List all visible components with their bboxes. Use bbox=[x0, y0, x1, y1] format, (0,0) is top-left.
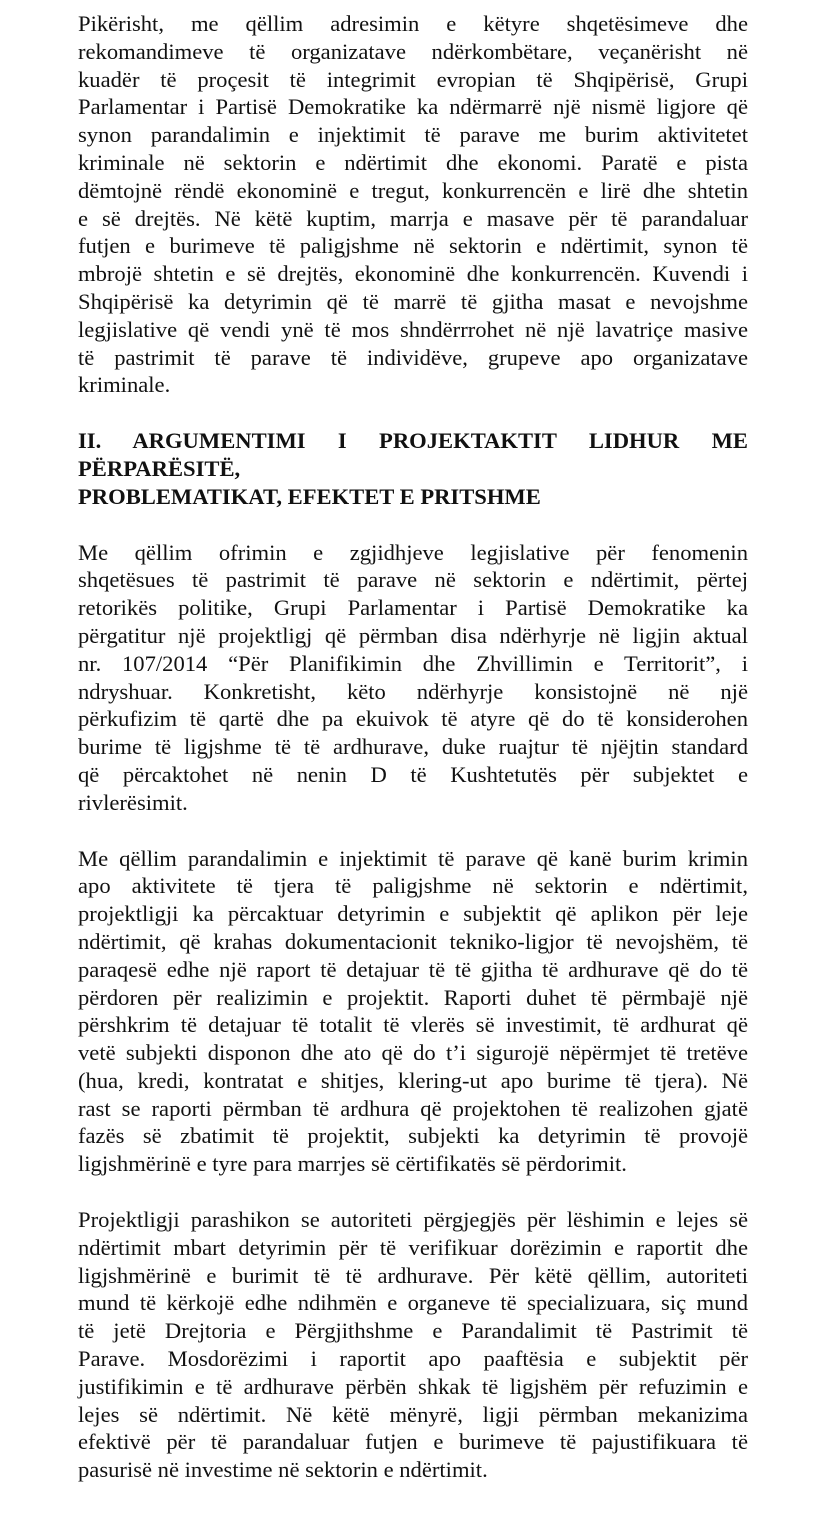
paragraph-report-obligation bbox=[78, 845, 748, 1179]
text-line: Parave. Mosdorëzimi i raportit apo paaftësia e subjektit për bbox=[78, 1346, 748, 1372]
text-line: ndryshuar. Konkretisht, këto ndërhyrje konsistojnë në një bbox=[78, 678, 748, 704]
text-line: paraqesë edhe një raport të detajuar të të gjitha të ardhurave që do të bbox=[78, 956, 748, 982]
text-line: rast se raporti përmban të ardhura që projektohen të realizohen gjatë bbox=[78, 1095, 748, 1121]
heading-line: II. ARGUMENTIMI I PROJEKTAKTIT LIDHUR ME bbox=[78, 428, 748, 454]
text-line: vetë subjekti disponon dhe ato që do t’i sigurojë nëpërmjet të tretëve bbox=[78, 1040, 748, 1066]
text-line: përkufizim të qartë dhe pa ekuivok të atyre që do të konsiderohen bbox=[78, 706, 748, 732]
text-line: që përcaktohet në nenin D të Kushtetutës për subjektet e bbox=[78, 761, 748, 787]
paragraph-spacer bbox=[78, 1178, 748, 1206]
text-line: përgatitur një projektligj që përmban disa ndërhyrje në ligjin aktual bbox=[78, 622, 748, 648]
text-line: të pastrimit të parave të individëve, grupeve apo organizatave bbox=[78, 344, 748, 370]
text-line: ndërtimit mbart detyrimin për të verifikuar dorëzimin e raportit dhe bbox=[78, 1234, 748, 1260]
text-line: ligjshmërinë e tyre para marrjes së cërtifikatës së përdorimit. bbox=[78, 1151, 627, 1177]
text-line: justifikimin e të ardhurave përbën shkak të ligjshëm për refuzimin e bbox=[78, 1373, 748, 1399]
text-line: mund të kërkojë edhe ndihmën e organeve të specializuara, siç mund bbox=[78, 1290, 748, 1316]
text-line: Projektligji parashikon se autoriteti përgjegjës për lëshimin e lejes së bbox=[78, 1207, 748, 1233]
text-line: futjen e burimeve të paligjshme në sektorin e ndërtimit, synon të bbox=[78, 233, 748, 259]
text-line: ndërtimit, që krahas dokumentacionit tekniko-ligjor të nevojshëm, të bbox=[78, 928, 748, 954]
paragraph-spacer bbox=[78, 399, 748, 427]
text-line: retorikës politike, Grupi Parlamentar i Partisë Demokratike ka bbox=[78, 595, 748, 621]
text-line: përdoren për realizimin e projektit. Raporti duhet të përmbajë një bbox=[78, 984, 748, 1010]
paragraph-authority-verification bbox=[78, 1206, 748, 1484]
heading-line: PROBLEMATIKAT, EFEKTET E PRITSHME bbox=[78, 483, 541, 509]
intro-paragraph bbox=[78, 10, 748, 399]
text-line: kuadër të proçesit të integrimit evropian të Shqipërisë, Grupi bbox=[78, 66, 748, 92]
text-line: ligjshmërinë e burimit të të ardhurave. Për këtë qëllim, autoriteti bbox=[78, 1262, 748, 1288]
text-line: legjislative që vendi ynë të mos shndërrrohet në një lavatriçe masive bbox=[78, 316, 748, 342]
text-line: projektligji ka përcaktuar detyrimin e subjektit që aplikon për leje bbox=[78, 901, 748, 927]
heading-line: PËRPARËSITË, bbox=[78, 455, 241, 481]
text-line: të jetë Drejtoria e Përgjithshme e Parandalimit të Pastrimit të bbox=[78, 1318, 748, 1344]
text-line: përshkrim të detajuar të totalit të vlerës së investimit, të ardhurat që bbox=[78, 1012, 748, 1038]
text-line: kriminale. bbox=[78, 372, 171, 398]
text-line: nr. 107/2014 “Për Planifikimin dhe Zhvillimin e Territorit”, i bbox=[78, 650, 748, 676]
text-line: Pikërisht, me qëllim adresimin e këtyre shqetësimeve dhe bbox=[78, 11, 748, 36]
text-line: burime të ligjshme të të ardhurave, duke ruajtur të njëjtin standard bbox=[78, 734, 748, 760]
text-line: (hua, kredi, kontratat e shitjes, klering-ut apo burime të tjera). Në bbox=[78, 1067, 748, 1093]
text-line: kriminale në sektorin e ndërtimit dhe ekonomi. Paratë e pista bbox=[78, 149, 748, 175]
text-line: Shqipërisë ka detyrimin që të marrë të gjitha masat e nevojshme bbox=[78, 288, 748, 314]
text-line: apo aktivitete të tjera të paligjshme në sektorin e ndërtimit, bbox=[78, 873, 748, 899]
text-line: mbrojë shtetin e së drejtës, ekonominë dhe konkurrencën. Kuvendi i bbox=[78, 261, 748, 287]
text-line: dëmtojnë rëndë ekonominë e tregut, konkurrencën e lirë dhe shtetin bbox=[78, 177, 748, 203]
text-line: rekomandimeve të organizatave ndërkombëtare, veçanërisht në bbox=[78, 38, 748, 64]
paragraph-legal-solution bbox=[78, 539, 748, 817]
text-line: lejes së ndërtimit. Në këtë mënyrë, ligji përmban mekanizima bbox=[78, 1401, 748, 1427]
text-line: Me qëllim parandalimin e injektimit të parave që kanë burim krimin bbox=[78, 845, 748, 871]
paragraph-spacer bbox=[78, 817, 748, 845]
paragraph-spacer bbox=[78, 511, 748, 539]
text-line: e së drejtës. Në këtë kuptim, marrja e masave për të parandaluar bbox=[78, 205, 748, 231]
text-line: efektivë për të parandaluar futjen e burimeve të pajustifikuara të bbox=[78, 1429, 748, 1455]
document-page bbox=[78, 10, 748, 1484]
text-line: shqetësues të pastrimit të parave në sektorin e ndërtimit, përtej bbox=[78, 567, 748, 593]
text-line: pasurisë në investime në sektorin e ndërtimit. bbox=[78, 1457, 488, 1483]
text-line: fazës së zbatimit të projektit, subjekti ka detyrimin të provojë bbox=[78, 1123, 748, 1149]
text-line: Parlamentar i Partisë Demokratike ka ndërmarrë një nismë ligjore që bbox=[78, 94, 748, 120]
section-heading bbox=[78, 427, 748, 510]
text-line: rivlerësimit. bbox=[78, 789, 188, 815]
text-line: synon parandalimin e injektimit të parave me burim aktivitetet bbox=[78, 122, 748, 148]
text-line: Me qëllim ofrimin e zgjidhjeve legjislative për fenomenin bbox=[78, 539, 748, 565]
